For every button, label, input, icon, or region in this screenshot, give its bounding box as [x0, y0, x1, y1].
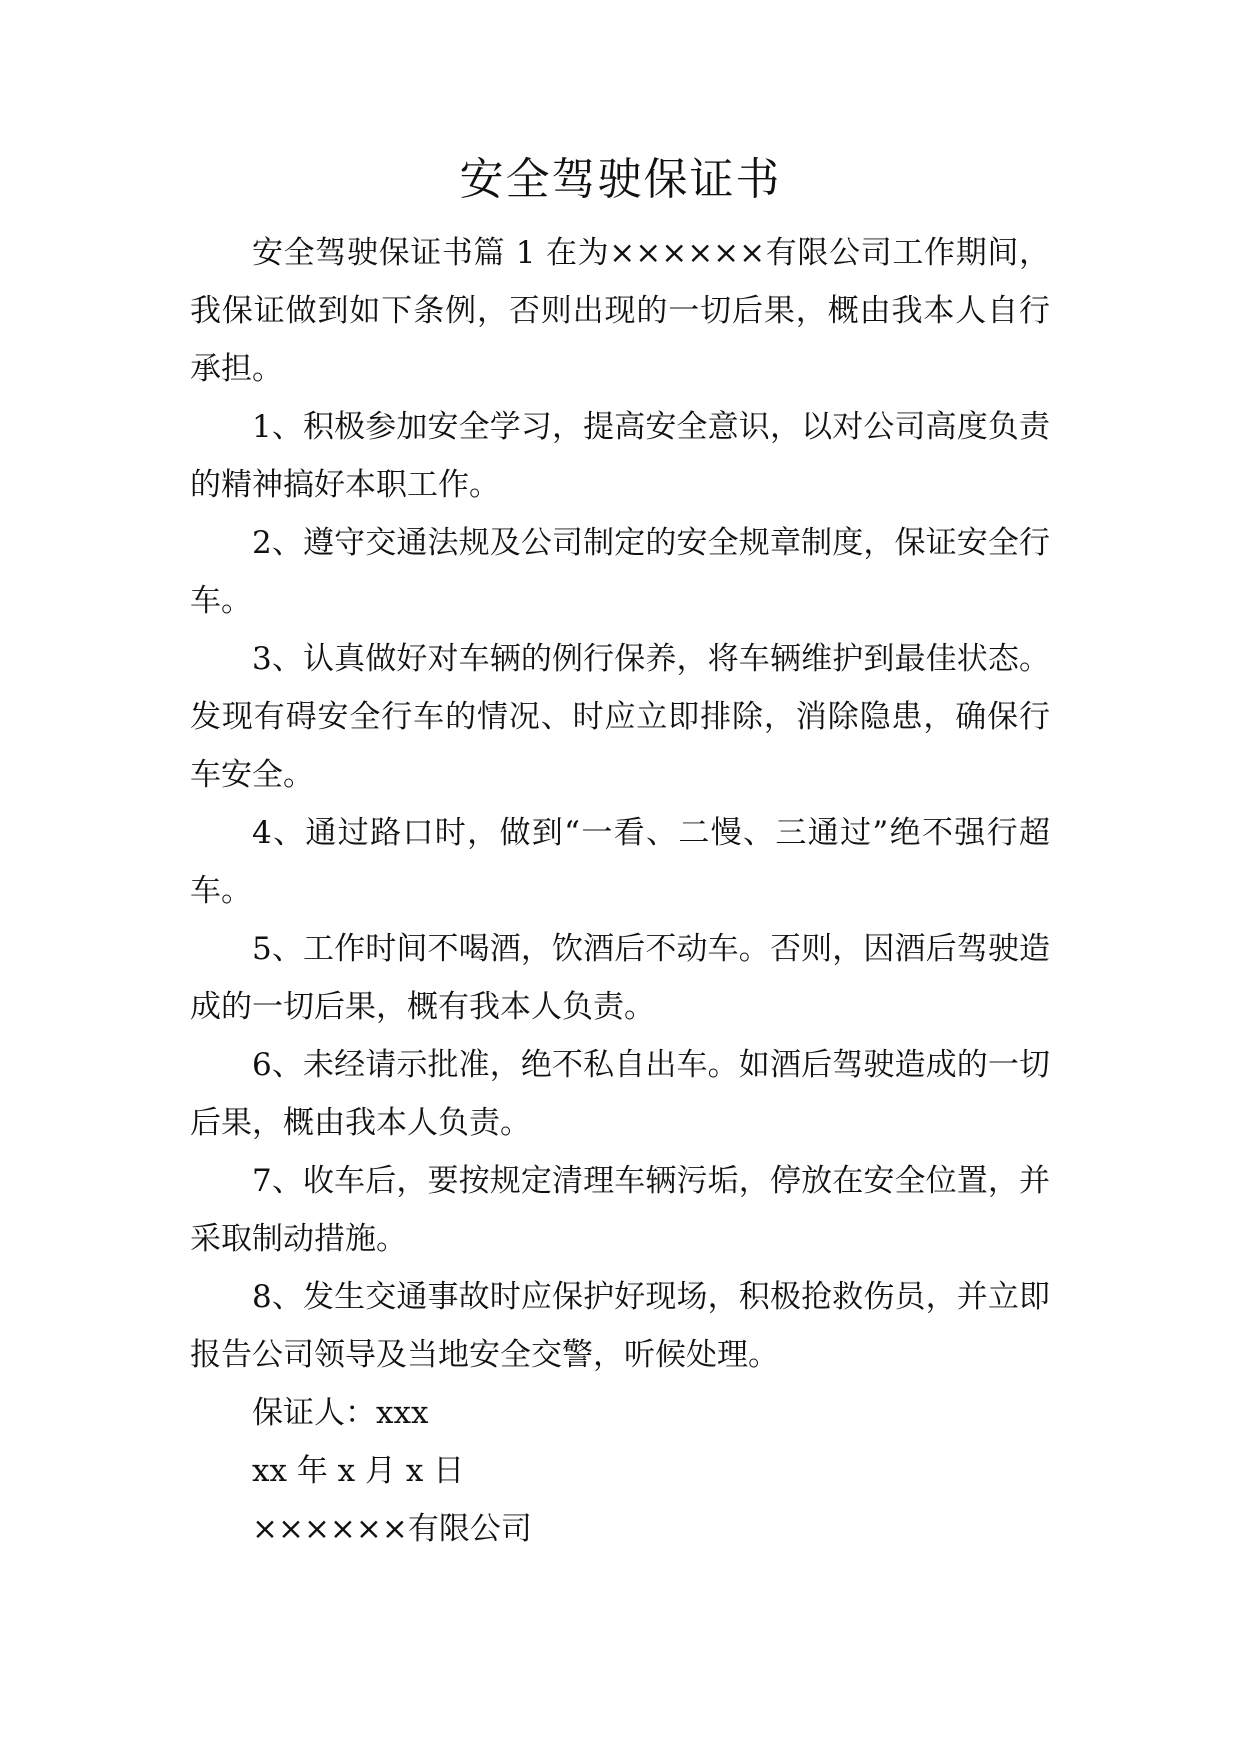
clause-5: 5、工作时间不喝酒，饮酒后不动车。否则，因酒后驾驶造成的一切后果，概有我本人负责。	[190, 931, 1050, 1025]
clause-2: 2、遵守交通法规及公司制定的安全规章制度，保证安全行车。	[190, 525, 1050, 619]
clause-3: 3、认真做好对车辆的例行保养，将车辆维护到最佳状态。发现有碍安全行车的情况、时应立即排除，消除隐患，确保行车安全。	[190, 641, 1050, 793]
clause-6: 6、未经请示批准，绝不私自出车。如酒后驾驶造成的一切后果，概由我本人负责。	[190, 1047, 1050, 1141]
clause-7: 7、收车后，要按规定清理车辆污垢，停放在安全位置，并采取制动措施。	[190, 1163, 1050, 1257]
guarantor-line: 保证人：xxx	[252, 1395, 429, 1431]
intro-paragraph: 安全驾驶保证书篇 1 在为××××××有限公司工作期间，我保证做到如下条例，否则出现的一切后果，概由我本人自行承担。	[190, 235, 1050, 387]
company-line: ××××××有限公司	[252, 1511, 532, 1547]
document-title: 安全驾驶保证书	[459, 154, 782, 205]
clause-8: 8、发生交通事故时应保护好现场，积极抢救伤员，并立即报告公司领导及当地安全交警，听候处理。	[190, 1279, 1050, 1373]
clause-4: 4、通过路口时，做到“一看、二慢、三通过”绝不强行超车。	[190, 815, 1050, 909]
clause-1: 1、积极参加安全学习，提高安全意识，以对公司高度负责的精神搞好本职工作。	[190, 409, 1050, 503]
date-line: xx 年 x 月 x 日	[252, 1453, 465, 1489]
document-body	[190, 224, 1050, 1558]
